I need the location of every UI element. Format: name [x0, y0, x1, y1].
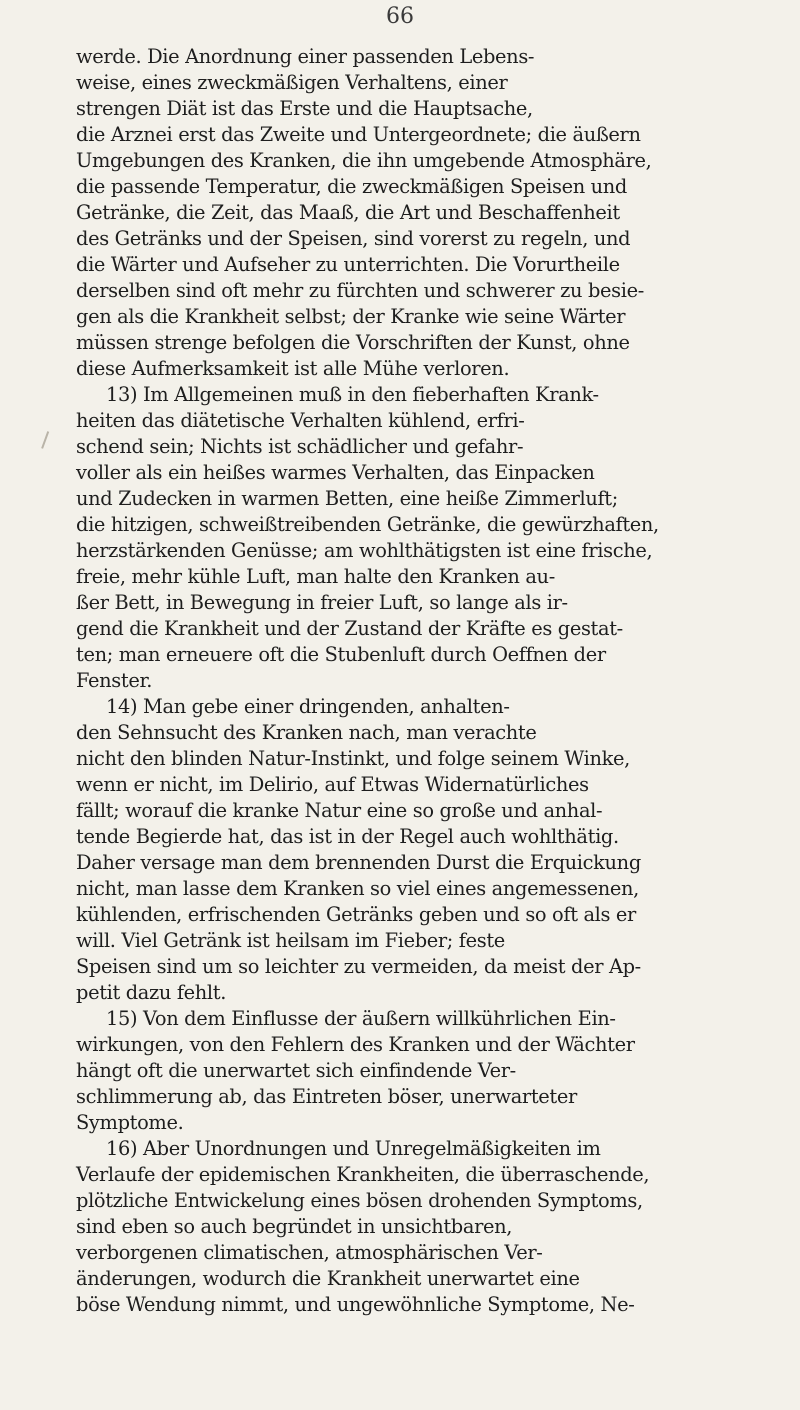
text-line: des Getränks und der Speisen, sind vorerst zu regeln, und [76, 227, 631, 250]
page-edge-mark [41, 431, 55, 451]
text-line: hängt oft die unerwartet sich einfindende Ver- [76, 1059, 516, 1082]
text-line: böse Wendung nimmt, und ungewöhnliche Symptome, Ne- [76, 1293, 635, 1316]
text-line: kühlenden, erfrischenden Getränks geben und so oft als er [76, 903, 636, 926]
text-line: tende Begierde hat, das ist in der Regel auch wohlthätig. [76, 825, 619, 848]
text-line: die hitzigen, schweißtreibenden Getränke, die gewürzhaften, [76, 513, 659, 536]
text-line: den Sehnsucht des Kranken nach, man verachte [76, 721, 537, 744]
text-line: verborgenen climatischen, atmosphärischen Ver- [76, 1241, 543, 1264]
text-line: schend sein; Nichts ist schädlicher und gefahr- [76, 435, 524, 458]
text-line: schlimmerung ab, das Eintreten böser, unerwarteter [76, 1085, 577, 1108]
text-line: Daher versage man dem brennenden Durst die Erquickung [76, 851, 641, 874]
text-line: 16) Aber Unordnungen und Unregelmäßigkeiten im [106, 1137, 601, 1160]
text-line: nicht den blinden Natur-Instinkt, und folge seinem Winke, [76, 747, 630, 770]
text-line: wirkungen, von den Fehlern des Kranken und der Wächter [76, 1033, 635, 1056]
text-line: Getränke, die Zeit, das Maaß, die Art und Beschaffenheit [76, 201, 620, 224]
text-line: 15) Von dem Einflusse der äußern willkührlichen Ein- [106, 1007, 616, 1030]
text-line: fällt; worauf die kranke Natur eine so große und anhal- [76, 799, 603, 822]
text-line: freie, mehr kühle Luft, man halte den Kranken au- [76, 565, 555, 588]
text-line: nicht, man lasse dem Kranken so viel eines angemessenen, [76, 877, 639, 900]
text-line: Umgebungen des Kranken, die ihn umgebende Atmosphäre, [76, 149, 652, 172]
text-line: 14) Man gebe einer dringenden, anhalten- [106, 695, 510, 718]
text-line: weise, eines zweckmäßigen Verhaltens, einer [76, 71, 508, 94]
text-line: die Wärter und Aufseher zu unterrichten. Die Vorurtheile [76, 253, 620, 276]
text-line: änderungen, wodurch die Krankheit unerwartet eine [76, 1267, 580, 1290]
text-line: strengen Diät ist das Erste und die Hauptsache, [76, 97, 533, 120]
text-line: diese Aufmerksamkeit ist alle Mühe verloren. [76, 357, 510, 380]
text-line: werde. Die Anordnung einer passenden Lebens- [76, 45, 535, 68]
text-line: plötzliche Entwickelung eines bösen drohenden Symptoms, [76, 1189, 643, 1212]
text-line: petit dazu fehlt. [76, 981, 227, 1004]
text-line: Fenster. [76, 669, 153, 692]
text-line: derselben sind oft mehr zu fürchten und schwerer zu besie- [76, 279, 644, 302]
text-line: die passende Temperatur, die zweckmäßigen Speisen und [76, 175, 627, 198]
text-line: ßer Bett, in Bewegung in freier Luft, so lange als ir- [76, 591, 568, 614]
text-line: wenn er nicht, im Delirio, auf Etwas Widernatürliches [76, 773, 589, 796]
page-number: 66 [386, 4, 414, 29]
text-line: die Arznei erst das Zweite und Untergeordnete; die äußern [76, 123, 641, 146]
text-line: gend die Krankheit und der Zustand der Kräfte es gestat- [76, 617, 623, 640]
text-line: sind eben so auch begründet in unsichtbaren, [76, 1215, 513, 1238]
text-line: Speisen sind um so leichter zu vermeiden, da meist der Ap- [76, 955, 641, 978]
text-line: Symptome. [76, 1111, 184, 1134]
text-line: heiten das diätetische Verhalten kühlend, erfri- [76, 409, 525, 432]
text-line: will. Viel Getränk ist heilsam im Fieber; feste [76, 929, 505, 952]
text-line: ten; man erneuere oft die Stubenluft durch Oeffnen der [76, 643, 606, 666]
text-line: herzstärkenden Genüsse; am wohlthätigsten ist eine frische, [76, 539, 653, 562]
body-text [76, 44, 772, 1318]
text-line: voller als ein heißes warmes Verhalten, das Einpacken [76, 461, 595, 484]
text-line: 13) Im Allgemeinen muß in den fieberhaften Krank- [106, 383, 599, 406]
text-line: und Zudecken in warmen Betten, eine heiße Zimmerluft; [76, 487, 618, 510]
text-line: müssen strenge befolgen die Vorschriften der Kunst, ohne [76, 331, 630, 354]
text-line: gen als die Krankheit selbst; der Kranke wie seine Wärter [76, 305, 626, 328]
text-line: Verlaufe der epidemischen Krankheiten, die überraschende, [76, 1163, 650, 1186]
